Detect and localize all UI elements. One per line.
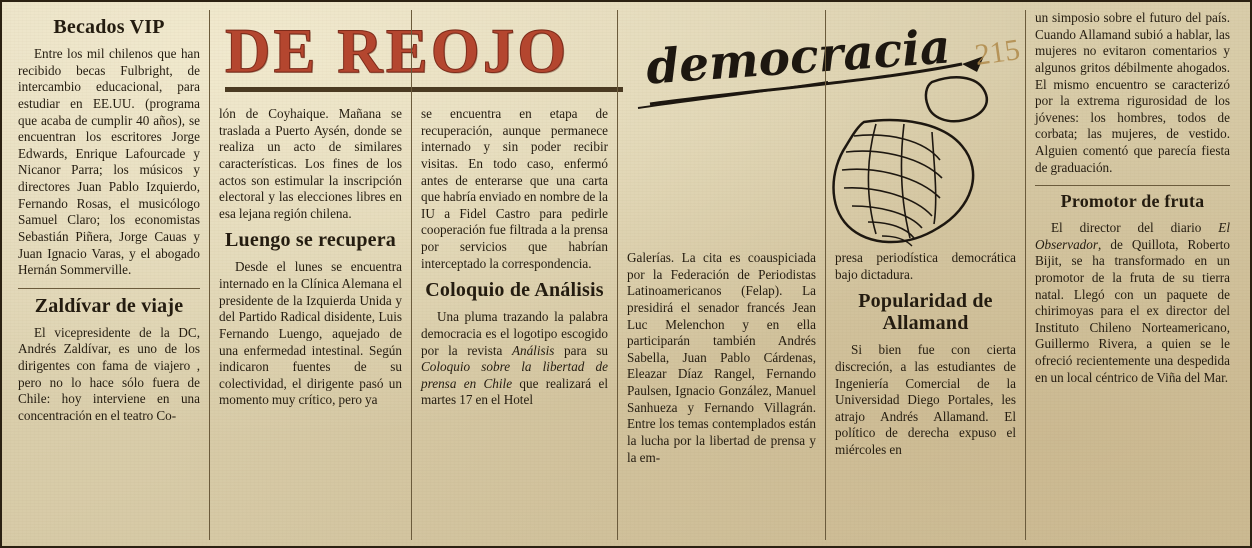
article-coloquio-body [421, 309, 608, 409]
logo-spacer [627, 10, 816, 250]
coloquio-italic-title: Coloquio sobre la libertad de prensa en Chile [421, 359, 608, 391]
promotor-italic-el-observador: El Observador [1035, 220, 1230, 252]
headline-coloquio-de-analisis: Coloquio de Análisis [425, 279, 604, 302]
headline-popularidad-de-allamand: Popularidad de Allamand [858, 290, 993, 335]
logo-spacer [835, 10, 1016, 250]
headline-promotor-de-fruta: Promotor de fruta [1060, 191, 1205, 212]
column-2 [209, 10, 411, 540]
masthead-spacer [421, 10, 608, 106]
article-allamand-body: Si bien fue con cierta discreción, a las estudiantes de Ingeniería Comercial de la Universidad Diego Portales, les atrajo Andrés Allamand. El político de derecha expuso el miércoles en [835, 342, 1016, 457]
column-1 [9, 10, 209, 540]
column-divider [18, 288, 200, 289]
article-luengo-body: Desde el lunes se encuentra internado en la Clínica Alemana el presidente de la Izquierda Unida y del Partido Radical disidente, Luis Fernando Luengo, aquejado de una enfermedad intestinal. Según indicaron fuentes de su colectividad, el dirigente pasó un momento muy crítico, pero ya [219, 259, 402, 408]
article-zaldivar-body: El vicepresidente de la DC, Andrés Zaldívar, es uno de los dirigentes con fama de viajero , pero no lo hace sólo fuera de Chile: hoy interviene en una concentración en el teatro Co- [18, 324, 200, 423]
column-4 [617, 10, 825, 540]
coloquio-italic-analisis: Análisis [511, 342, 555, 358]
column-grid [2, 2, 1250, 546]
page-corner-number: 215 [972, 33, 1022, 72]
article-promotor-body [1035, 220, 1230, 386]
headline-becados-vip: Becados VIP [53, 16, 165, 38]
article-luengo-continued: se encuentra en etapa de recuperación, aunque permanece internado y sin poder recibir visitas. En todo caso, enfermó antes de enterarse que una carta que habría enviado en nombre de la IU a Fidel Castro para pedirle cooperación fue filtrada a la prensa por servicios que habrían interceptado la correspondencia. [421, 106, 609, 271]
article-coloquio-end: presa periodística democrática bajo dictadura. [835, 250, 1016, 282]
article-becados-vip-body: Entre los mil chilenos que han recibido becas Fulbright, de intercambio educacional, para estudiar en EE.UU. (programa que acaba de cumplir 40 años), se encuentran los escritores Jorge Edwards, Enrique Lafourcade y Nicanor Parra; los músicos y directores Juan Pablo Izquierdo, Fernando Rosas, el musicólogo Samuel Claro; los economistas Sebastián Piñera, Jorge Cauas y Juan Ignacio Varas, y el abogado Hernán Sommerville. [18, 46, 200, 278]
masthead-title: DE REOJO [225, 16, 570, 86]
headline-luengo-se-recupera: Luengo se recupera [225, 229, 396, 252]
column-divider [1035, 185, 1230, 186]
coloquio-text-b: para su [554, 342, 608, 358]
democracia-logo-word: democracia [644, 19, 953, 96]
article-zaldivar-continued: lón de Coyhaique. Mañana se traslada a Puerto Aysén, donde se realiza un acto de similares características. Los fines de los actos son estimular la inscripción electoral y las elecciones libres en esa lejana región chilena. [219, 106, 402, 221]
column-3 [411, 10, 617, 540]
coloquio-text-c: que realizará el martes 17 en el Hotel [421, 375, 608, 408]
promotor-text-b: , de Quillota, Roberto Bijit, se ha transformado en un promotor de la fruta de su tierra natal. Llegó con un paquete de chirimoyas para el ex director del Instituto Chileno Norteamericano, Guillermo Rivera, a quien se le ofreció recientemente una despedida en un local céntrico de Viña del Mar. [1035, 236, 1230, 385]
promotor-text-a: El director del diario [1051, 220, 1219, 236]
masthead-spacer [219, 10, 402, 106]
coloquio-text-a: Una pluma trazando la palabra democracia es el logotipo escogido por la revista [421, 309, 608, 358]
article-coloquio-continued: Galerías. La cita es coauspiciada por la Federación de Periodistas Latinoamericanos (Felap). La presidirá el senador francés Jean Luc Melenchon y en ella participarán también Andrés Sabella, Juan Pablo Cárdenas, Eleazar Díaz Rangel, Fernando Paulsen, Ignacio González, Manuel Sanhueza y Fernando Villagrán. Entre los temas contemplados están la lucha por la libertad de prensa y la em- [627, 250, 816, 465]
article-allamand-continued: un simposio sobre el futuro del país. Cuando Allamand subió a hablar, las mujeres no evitaron comentarios y algunos gritos débilmente ahogados. El mismo encuentro se caracterizó por la extrema rigurosidad de los jóvenes: los hombres, todos de corbata; las mujeres, de vestido. Alguien comentó que parecía fiesta de graduación. [1035, 10, 1230, 175]
column-6 [1025, 10, 1239, 540]
column-5 [825, 10, 1025, 540]
headline-zaldivar-de-viaje: Zaldívar de viaje [34, 294, 184, 317]
